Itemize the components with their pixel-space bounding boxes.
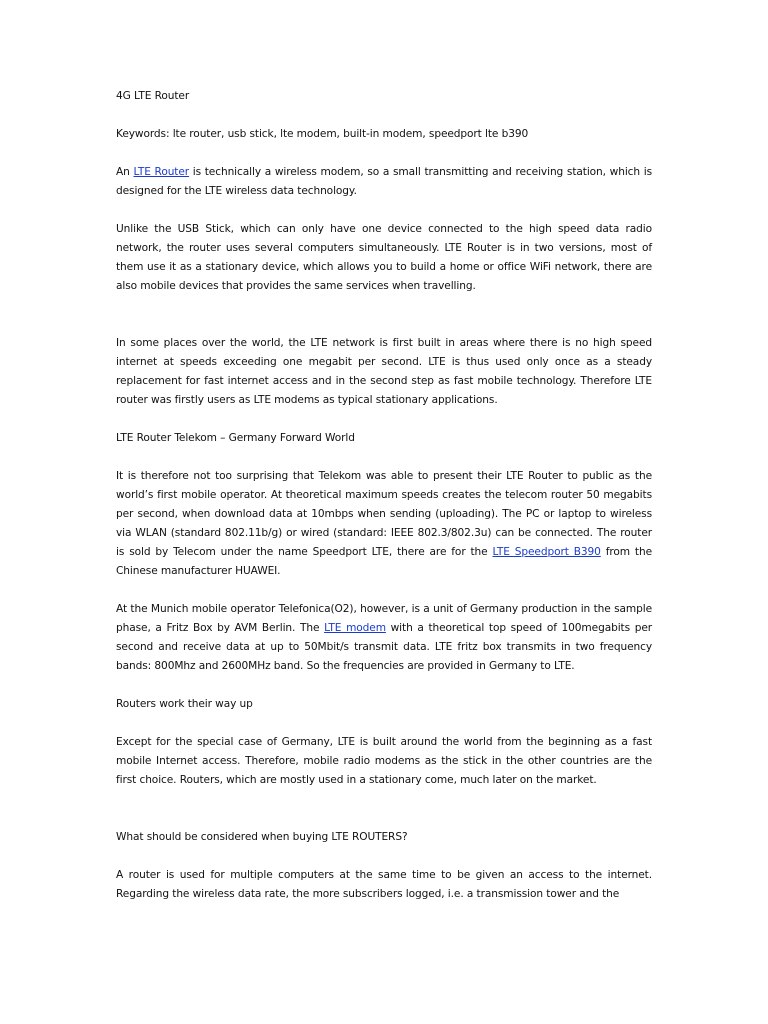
paragraph-intro	[116, 163, 652, 201]
paragraph-usb-stick: Unlike the USB Stick, which can only have one device connected to the high speed data radio network, the router uses several computers simultaneously. LTE Router is in two versions, most of them use it as a stationary device, which allows you to build a home or office WiFi network, there are also mobile devices that provides the same services when travelling.	[116, 223, 652, 292]
keywords-line: Keywords: lte router, usb stick, lte modem, built-in modem, speedport lte b390	[116, 128, 529, 140]
paragraph-router-usage: A router is used for multiple computers at the same time to be given an access to the internet. Regarding the wireless data rate, the more subscribers logged, i.e. a transmission tower and the	[116, 869, 652, 900]
paragraph-lte-network: In some places over the world, the LTE network is first built in areas where there is no high speed internet at speeds exceeding one megabit per second. LTE is thus used only once as a steady replacement for fast internet access and in the second step as fast mobile technology. Therefore LTE router was firstly users as LTE modems as typical stationary applications.	[116, 337, 652, 406]
lte-modem-link[interactable]: LTE modem	[324, 622, 386, 634]
section-heading-routers: Routers work their way up	[116, 698, 253, 710]
section-heading-telekom: LTE Router Telekom – Germany Forward World	[116, 432, 355, 444]
paragraph-germany-special-case: Except for the special case of Germany, LTE is built around the world from the beginning as a fast mobile Internet access. Therefore, mobile radio modems as the stick in the other countries are the first choice. Routers, which are mostly used in a stationary come, much later on the market.	[116, 736, 652, 786]
document-title: 4G LTE Router	[116, 90, 190, 102]
paragraph-munich-post: with a theoretical top speed of 100megabits per second and receive data at up to 50Mbit/s transmit data. LTE fritz box transmits in two frequency bands: 800Mhz and 2600MHz band. So the frequencies are provided in Germany to LTE.	[116, 622, 653, 672]
lte-speedport-b390-link[interactable]: LTE Speedport B390	[492, 546, 601, 558]
paragraph-telekom-post: from the Chinese manufacturer HUAWEI.	[116, 546, 652, 577]
paragraph-munich-pre: At the Munich mobile operator Telefonica(O2), however, is a unit of Germany production in the sample phase, a Fritz Box by AVM Berlin. The	[116, 603, 652, 634]
paragraph-telekom	[116, 467, 652, 581]
paragraph-intro-post: is technically a wireless modem, so a small transmitting and receiving station, which is designed for the LTE wireless data technology.	[116, 166, 653, 197]
section-heading-buying: What should be considered when buying LTE ROUTERS?	[116, 831, 408, 843]
paragraph-telekom-pre: It is therefore not too surprising that Telekom was able to present their LTE Router to public as the world’s first mobile operator. At theoretical maximum speeds creates the telecom router 50 megabits per second, when download data at 10mbps when sending (uploading). The PC or laptop to wireless via WLAN (standard 802.11b/g) or wired (standard: IEEE 802.3/802.3u) can be connected. The router is sold by Telecom under the name Speedport LTE, there are for the	[116, 470, 652, 558]
paragraph-munich	[116, 600, 652, 676]
paragraph-intro-pre: An	[116, 166, 134, 178]
lte-router-link[interactable]: LTE Router	[133, 166, 190, 178]
document-page	[116, 87, 652, 923]
